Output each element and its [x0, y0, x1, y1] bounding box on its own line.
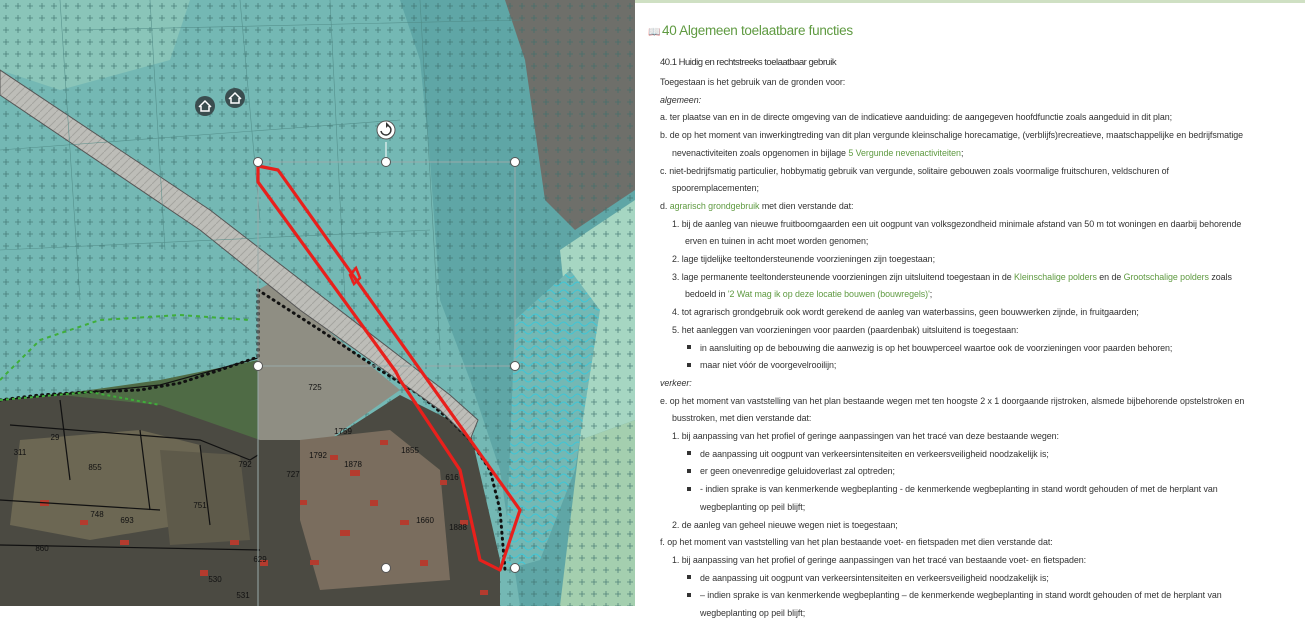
parcel-label: 629: [253, 555, 267, 564]
line-text: 1. bij aanpassing van het profiel of geringe aanpassingen van het tracé van bestaande voet- en fietspaden:: [672, 554, 1087, 565]
document-line: [660, 95, 701, 105]
line-text: algemeen:: [660, 94, 701, 105]
document-link[interactable]: '2 Wat mag ik op deze locatie bouwen (bouwregels)': [727, 289, 930, 300]
document-line: [672, 183, 759, 193]
map-canvas[interactable]: [0, 0, 635, 606]
parcel-label: 855: [88, 463, 102, 472]
map-view[interactable]: [0, 0, 635, 606]
parcel-label: 1792: [309, 451, 327, 460]
document-line[interactable]: [672, 272, 1232, 282]
parcel-label: 531: [236, 591, 250, 600]
document-line[interactable]: [660, 201, 853, 211]
line-text: verkeer:: [660, 377, 692, 388]
bullet-item: [687, 343, 1172, 353]
line-text: in aansluiting op de bebouwing die aanwezig is op het bouwperceel waartoe ook de voorzieningen voor paarden behoren;: [700, 342, 1173, 353]
bullet-item: [687, 573, 1049, 583]
line-text: 2. lage tijdelijke teeltondersteunende voorzieningen zijn toegestaan;: [672, 254, 935, 264]
document-link[interactable]: 5 Vergunde nevenactiviteiten: [848, 147, 961, 158]
bullet-icon: [687, 363, 691, 367]
document-line: [672, 254, 935, 264]
document-line: [700, 608, 805, 618]
line-text: 5. het aanleggen van voorzieningen voor paarden (paardenbak) uitsluitend is toegestaan:: [672, 324, 1019, 335]
parcel-label: 1878: [344, 460, 362, 469]
parcel-label: 751: [193, 501, 207, 510]
regulation-document: [635, 0, 1305, 621]
document-link[interactable]: agrarisch grondgebruik: [669, 200, 760, 211]
line-text: busstroken, met dien verstande dat:: [672, 413, 812, 424]
line-text: 3. lage permanente teeltondersteunende voorzieningen zijn uitsluitend toegestaan in de: [672, 271, 1015, 282]
line-text: Toegestaan is het gebruik van de gronden voor:: [660, 77, 846, 87]
document-line: [660, 166, 1169, 176]
line-text: 1. bij aanpassing van het profiel of geringe aanpassingen van het tracé van deze bestaande wegen:: [672, 431, 1059, 441]
parcel-label: 311: [13, 448, 27, 457]
rotate-icon[interactable]: [377, 121, 395, 139]
line-text: erven en tuinen in acht moet worden genomen;: [685, 236, 869, 247]
line-text: bedoeld in: [685, 289, 728, 300]
parcel-label: 1660: [416, 516, 434, 525]
parcel-label: 29: [50, 433, 60, 442]
document-line: [660, 378, 692, 388]
bullet-icon: [687, 469, 691, 473]
section-title[interactable]: 📖 40 Algemeen toelaatbare functies: [648, 23, 853, 38]
document-line: [672, 555, 1086, 565]
document-line: [672, 520, 898, 530]
subsection-title: 40.1 Huidig en rechtstreeks toelaatbaar gebruik: [660, 57, 837, 68]
document-line: [672, 413, 811, 423]
line-text: 1. bij de aanleg van nieuwe fruitboomgaarden een uit oogpunt van volksgezondheid minimale afstand van 50 m tot woningen en daarbij behorende: [672, 218, 1242, 229]
book-icon: 📖: [648, 27, 661, 38]
bullet-icon: [687, 451, 691, 455]
parcel-label: 725: [308, 383, 322, 392]
document-line: [672, 219, 1241, 229]
bullet-item: [687, 360, 836, 370]
document-line: [672, 325, 1018, 335]
document-line: [660, 77, 845, 87]
document-line: [700, 502, 805, 512]
document-line: [660, 396, 1244, 406]
house-icon[interactable]: [195, 96, 215, 116]
line-text: d.: [660, 200, 670, 211]
bullet-icon: [687, 345, 691, 349]
line-text: nevenactiviteiten zoals opgenomen in bijlage: [672, 147, 849, 158]
line-text: b. de op het moment van inwerkingtreding van dit plan vergunde kleinschalige horecamatige, (verblijfs)recreatieve, maatschappelijke en bedrijfsmatige: [660, 130, 1244, 141]
bullet-icon: [687, 593, 691, 597]
line-text: f. op het moment van vaststelling van het plan bestaande voet- en fietspaden met dien verstande dat:: [660, 537, 1053, 548]
line-text: – indien sprake is van kenmerkende wegbeplanting – de kenmerkende wegbeplanting in stand wordt gehouden of met de herplant van: [700, 590, 1222, 601]
line-text: maar niet vóór de voorgevelrooilijn;: [700, 360, 837, 371]
line-text: - indien sprake is van kenmerkende wegbeplanting - de kenmerkende wegbeplanting in stand wordt gehouden of met de herplant van: [700, 484, 1218, 495]
bullet-icon: [687, 487, 691, 491]
bullet-item: [687, 466, 895, 476]
document-line: [672, 307, 1139, 317]
line-text: er geen onevenredige geluidoverlast zal optreden;: [700, 466, 895, 477]
line-text: de aanpassing uit oogpunt van verkeersintensiteiten en verkeersveiligheid noodzakelijk is;: [700, 448, 1049, 459]
parcel-label: 693: [120, 516, 134, 525]
document-line: [660, 130, 1243, 140]
document-line[interactable]: [672, 148, 963, 158]
parcel-label: 1759: [334, 427, 352, 436]
parcel-label: 748: [90, 510, 104, 519]
line-text: ;: [929, 289, 933, 300]
line-text: wegbeplanting op peil blijft;: [700, 608, 806, 618]
line-text: 2. de aanleg van geheel nieuwe wegen niet is toegestaan;: [672, 519, 898, 530]
parcel-label: 792: [238, 460, 252, 469]
document-link[interactable]: Grootschalige polders: [1123, 271, 1209, 282]
line-text: de aanpassing uit oogpunt van verkeersintensiteiten en verkeersveiligheid noodzakelijk is;: [700, 572, 1049, 583]
document-line: [685, 236, 868, 246]
parcel-label: 1888: [449, 523, 467, 532]
document-line: [660, 537, 1053, 547]
line-text: met dien verstande dat:: [759, 200, 854, 211]
bullet-icon: [687, 575, 691, 579]
line-text: e. op het moment van vaststelling van het plan bestaande wegen met ten hoogste 2 x 1 doorgaande rijstroken, alsmede bijbehorende opstelstroken en: [660, 395, 1245, 406]
house-icon[interactable]: [225, 88, 245, 108]
line-text: spooremplacementen;: [672, 183, 759, 194]
line-text: en de: [1096, 271, 1124, 282]
line-text: zoals: [1208, 271, 1232, 282]
parcel-label: 860: [35, 544, 49, 553]
parcel-label: 1855: [401, 446, 419, 455]
line-text: ;: [960, 147, 964, 158]
document-line: [660, 112, 1172, 122]
bullet-item: [687, 484, 1218, 494]
line-text: a. ter plaatse van en in de directe omgeving van de indicatieve aanduiding: de aangegeven hoofdfunctie zoals aangeduid in dit plan;: [660, 112, 1173, 123]
parcel-label: 530: [208, 575, 222, 584]
parcel-label: 727: [286, 470, 300, 479]
document-line[interactable]: [685, 289, 932, 299]
bullet-item: [687, 590, 1222, 600]
line-text: 4. tot agrarisch grondgebruik ook wordt gerekend de aanleg van waterbassins, geen bouwwerken zijnde, in fruitgaarden;: [672, 307, 1139, 318]
bullet-item: [687, 449, 1049, 459]
document-link[interactable]: Kleinschalige polders: [1014, 271, 1097, 282]
line-text: wegbeplanting op peil blijft;: [700, 501, 806, 512]
document-line: [672, 431, 1059, 441]
line-text: c. niet-bedrijfsmatig particulier, hobbymatig gebruik van vergunde, solitaire gebouwen zoals voormalige fruitschuren, veldschuren of: [660, 165, 1169, 176]
parcel-label: 616: [445, 473, 459, 482]
